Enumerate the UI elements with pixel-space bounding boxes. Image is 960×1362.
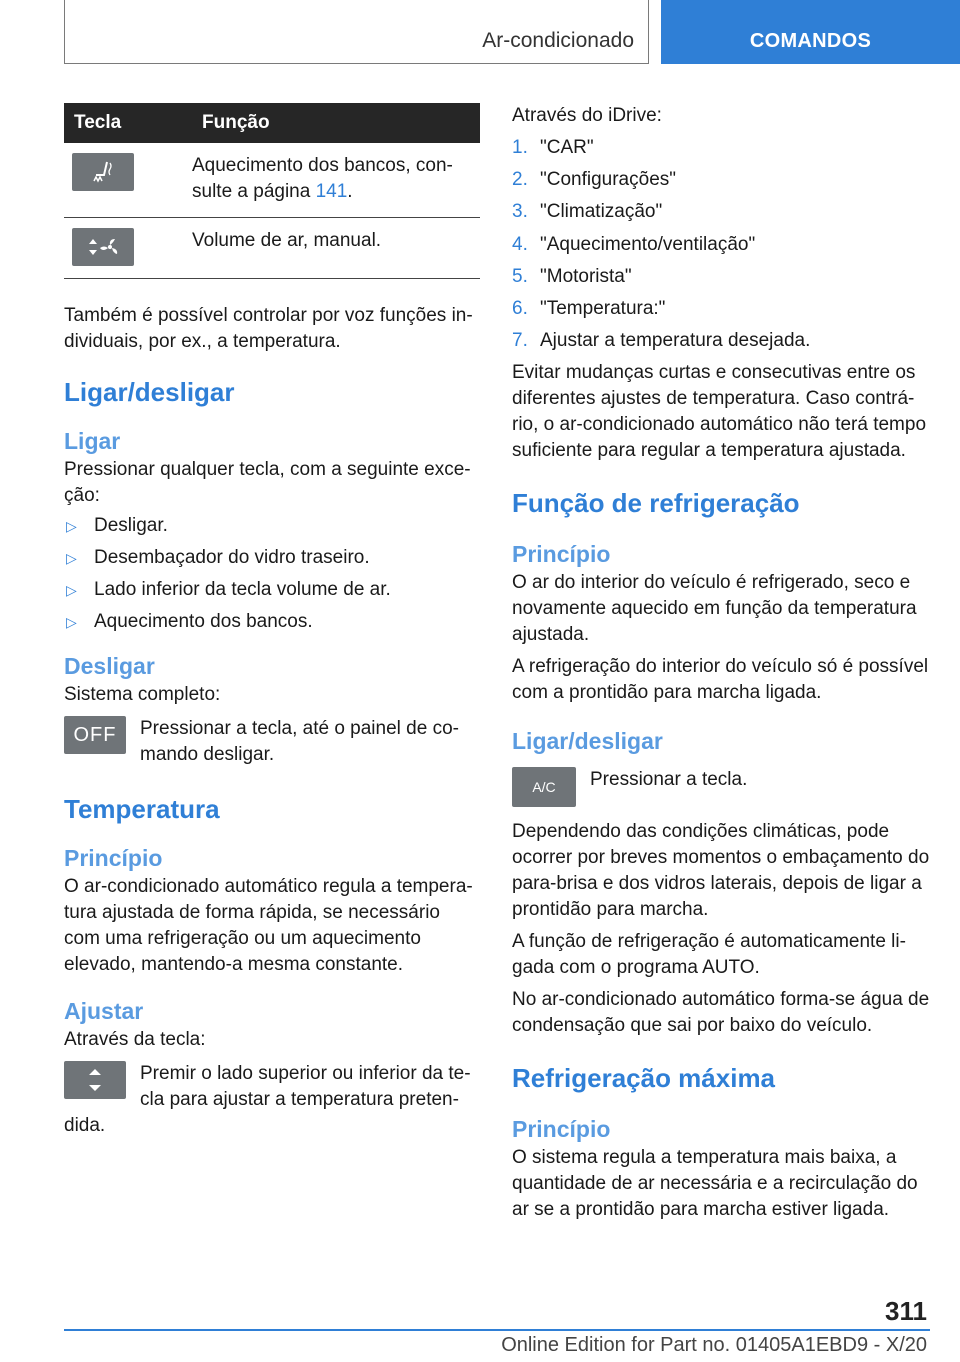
header-section-box	[64, 0, 649, 64]
list-item	[64, 513, 480, 539]
list-item	[512, 296, 930, 322]
ac-text: Pressionar a tecla.	[590, 769, 748, 791]
list-item	[512, 232, 930, 258]
heading-temperatura: Temperatura	[64, 794, 220, 824]
triangle-icon: ▷	[66, 518, 77, 534]
step-text: "Motorista"	[540, 265, 632, 287]
max-text: O sistema regula a temperatura mais baixa, a quantidade de ar necessária e a recirculação do ar se a prontidão para marcha estiver ligada.	[512, 1147, 918, 1221]
heading-principio: Princípio	[512, 541, 611, 568]
ajustar-key-text: Premir o lado superior ou inferior da te-cla para ajustar a temperatura preten-dida.	[64, 1063, 471, 1136]
list-item	[512, 135, 930, 161]
principio-text-2: A refrigeração do interior do veículo só é possível com a prontidão para marcha ligada.	[512, 656, 929, 704]
heading-funcao-refrigeracao: Função de refrigeração	[512, 488, 800, 519]
table-header-funcao: Função	[192, 103, 480, 143]
right-column	[512, 103, 930, 1223]
off-text: Pressionar a tecla, até o painel de co-mando desligar.	[140, 718, 459, 765]
step-number: 2.	[512, 169, 528, 191]
section-title: Ar-condicionado	[482, 29, 634, 52]
off-key-icon: OFF	[64, 716, 126, 754]
step-text: "Climatização"	[540, 201, 663, 223]
list-item-text: Desembaçador do vidro traseiro.	[94, 547, 370, 568]
step-text: "Configurações"	[540, 169, 677, 191]
list-item	[64, 609, 480, 635]
intro-text: Também é possível controlar por voz funções in-dividuais, por ex., a temperatura.	[64, 305, 473, 352]
heading-ajustar: Ajustar	[64, 998, 144, 1024]
ligar-text: Pressionar qualquer tecla, com a seguinte exce-ção:	[64, 459, 471, 506]
avoid-text: Evitar mudanças curtas e consecutivas entre os diferentes ajustes de temperatura. Caso contrá-rio, o ar-condicionado automático não terá tempo suficiente para regular a temperatura ajustada.	[512, 362, 927, 462]
triangle-icon: ▷	[66, 582, 77, 598]
agua-text: No ar-condicionado automático forma-se água de condensação que sai por baixo do veículo.	[512, 989, 930, 1037]
heading-ligar-desligar: Ligar/desligar	[512, 728, 663, 755]
list-item-text: Aquecimento dos bancos.	[94, 611, 313, 632]
left-column	[64, 103, 480, 1139]
step-number: 1.	[512, 137, 528, 158]
step-number: 4.	[512, 233, 528, 255]
page-number: 311	[885, 1296, 927, 1326]
row-text: Volume de ar, manual.	[192, 218, 480, 279]
list-item	[512, 167, 930, 193]
ajustar-text: Através da tecla:	[64, 1029, 206, 1050]
triangle-icon: ▷	[66, 614, 77, 630]
list-item	[64, 577, 480, 603]
heading-refrigeracao-maxima: Refrigeração máxima	[512, 1063, 776, 1094]
temperature-updown-key-icon	[64, 1061, 126, 1099]
page-link[interactable]: 141	[315, 181, 348, 202]
ac-key-icon: A/C	[512, 767, 576, 807]
triangle-icon: ▷	[66, 550, 77, 566]
principio-text-1: O ar do interior do veículo é refrigerado, seco e novamente aquecido em função da temperatura ajustada.	[512, 572, 917, 646]
heading-principio: Princípio	[512, 1116, 611, 1143]
depend-text: Dependendo das condições climáticas, pode ocorrer por breves momentos o embaçamento do para-brisa e dos vidros laterais, depois de ligar a prontidão para marcha.	[512, 821, 930, 921]
step-number: 3.	[512, 201, 528, 223]
heading-principio: Princípio	[64, 845, 163, 871]
exception-list	[64, 513, 480, 635]
footer-divider	[64, 1329, 930, 1331]
step-number: 7.	[512, 330, 528, 352]
step-text: "CAR"	[540, 137, 594, 158]
tab-comandos[interactable]	[661, 0, 960, 64]
table-header-tecla: Tecla	[64, 103, 192, 143]
tab-label: COMANDOS	[749, 30, 872, 52]
list-item	[512, 199, 930, 225]
list-item	[512, 264, 930, 290]
desligar-text: Sistema completo:	[64, 684, 221, 705]
seat-heating-icon	[72, 153, 134, 191]
table-row	[64, 143, 480, 218]
heading-ligar: Ligar	[64, 428, 121, 454]
idrive-steps	[512, 135, 930, 354]
heading-ligar-desligar: Ligar/desligar	[64, 377, 235, 407]
step-text: Ajustar a temperatura desejada.	[540, 330, 811, 352]
footer-edition: Online Edition for Part no. 01405A1EBD9 - X/20	[501, 1334, 927, 1356]
step-number: 6.	[512, 297, 528, 319]
list-item-text: Lado inferior da tecla volume de ar.	[94, 579, 391, 600]
idrive-text: Através do iDrive:	[512, 105, 662, 126]
row-text-end: .	[347, 181, 353, 202]
heading-desligar: Desligar	[64, 653, 155, 679]
list-item	[64, 545, 480, 571]
list-item	[512, 328, 930, 354]
table-row	[64, 218, 480, 279]
row-text: Aquecimento dos bancos, con-sulte a página	[192, 155, 453, 202]
list-item-text: Desligar.	[94, 515, 168, 536]
air-volume-icon	[72, 228, 134, 266]
key-function-table	[64, 103, 480, 279]
step-number: 5.	[512, 265, 528, 287]
principio-text: O ar-condicionado automático regula a tempera-tura ajustada de forma rápida, se necessário com uma refrigeração ou um aquecimento elevado, mantendo-a mesma constante.	[64, 876, 473, 975]
step-text: "Aquecimento/ventilação"	[540, 233, 756, 255]
step-text: "Temperatura:"	[540, 297, 666, 319]
auto-text: A função de refrigeração é automaticamente li-gada com o programa AUTO.	[512, 931, 906, 979]
